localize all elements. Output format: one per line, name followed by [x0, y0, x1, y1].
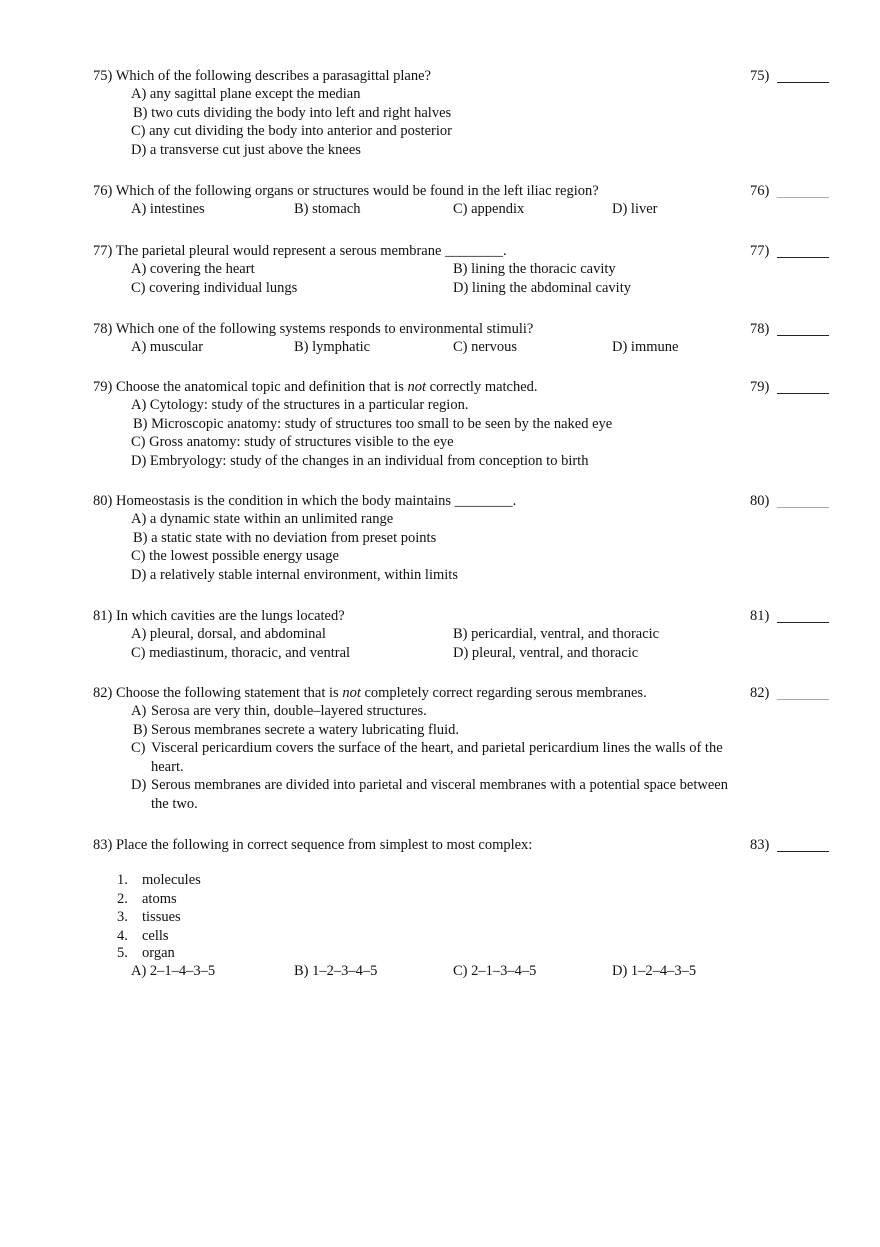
option-a[interactable]: [93, 702, 751, 721]
option-d[interactable]: D) immune: [612, 339, 679, 355]
option-text: Serous membranes secrete a watery lubricating fluid.: [151, 721, 460, 738]
answer-blank[interactable]: [777, 622, 829, 623]
option-b[interactable]: B) a static state with no deviation from preset points: [133, 529, 437, 546]
question-77: [93, 242, 833, 297]
list-item: [117, 871, 833, 890]
list-text: atoms: [142, 890, 177, 907]
question-text: Which of the following organs or structures would be found in the left iliac region?: [115, 183, 599, 199]
answer-number: 82): [750, 685, 770, 701]
question-number: 79): [93, 379, 113, 395]
answer-blank[interactable]: [777, 393, 829, 394]
option-text: Serous membranes are divided into parietal and visceral membranes with a potential space between the two.: [151, 777, 728, 812]
question-stem: [93, 67, 833, 85]
question-stem: [93, 242, 833, 260]
option-b[interactable]: B) lining the thoracic cavity: [453, 261, 616, 277]
option-d[interactable]: D) a relatively stable internal environment, within limits: [131, 566, 458, 583]
answer-blank[interactable]: [777, 699, 829, 700]
option-b[interactable]: B) pericardial, ventral, and thoracic: [453, 626, 660, 642]
question-text: Choose the following statement that is: [115, 685, 343, 701]
option-a[interactable]: A) intestines: [131, 201, 205, 217]
question-stem: [93, 378, 833, 396]
question-text: Homeostasis is the condition in which the body maintains ________.: [115, 493, 517, 509]
question-text: In which cavities are the lungs located?: [115, 608, 345, 624]
option-c[interactable]: C) covering individual lungs: [131, 279, 298, 296]
question-text: correctly matched.: [426, 379, 538, 395]
option-b[interactable]: B) 1–2–3–4–5: [294, 963, 378, 979]
option-c[interactable]: C) the lowest possible energy usage: [131, 548, 339, 564]
question-number: 81): [93, 608, 113, 624]
answer-number: 78): [750, 321, 770, 337]
question-emphasis: not: [342, 685, 361, 701]
option-c[interactable]: C) mediastinum, thoracic, and ventral: [131, 644, 351, 661]
question-76: [93, 182, 833, 219]
question-text: The parietal pleural would represent a serous membrane ________.: [115, 243, 507, 259]
question-80: [93, 492, 833, 584]
question-number: 76): [93, 183, 113, 199]
answer-number: 83): [750, 837, 770, 853]
question-83: [93, 836, 833, 981]
options-row: [93, 625, 833, 644]
sequence-list: [93, 871, 833, 962]
option-c[interactable]: C) Gross anatomy: study of structures visible to the eye: [131, 434, 454, 450]
list-number: 3.: [117, 909, 128, 925]
option-c[interactable]: C) any cut dividing the body into anterior and posterior: [131, 123, 452, 139]
option-a[interactable]: A) muscular: [131, 339, 204, 355]
question-stem: [93, 320, 833, 338]
question-81: [93, 607, 833, 662]
question-75: [93, 67, 833, 159]
option-a[interactable]: A) any sagittal plane except the median: [131, 86, 361, 102]
question-text: Place the following in correct sequence from simplest to most complex:: [115, 837, 533, 853]
option-text: Serosa are very thin, double–layered structures.: [151, 703, 427, 719]
option-c[interactable]: C) nervous: [453, 339, 518, 355]
question-text: Choose the anatomical topic and definition that is: [115, 379, 408, 395]
list-item: [117, 908, 833, 927]
list-number: 1.: [117, 872, 128, 888]
options-row: [93, 279, 833, 298]
option-a[interactable]: A) 2–1–4–3–5: [131, 963, 216, 979]
answer-blank[interactable]: [777, 197, 829, 198]
list-item: [117, 927, 833, 946]
list-text: organ: [142, 945, 175, 961]
question-stem: [93, 684, 833, 702]
answer-number: 76): [750, 183, 770, 199]
option-c[interactable]: C) appendix: [453, 201, 525, 217]
answer-blank[interactable]: [777, 82, 829, 83]
question-stem: [93, 607, 833, 625]
question-stem: [93, 182, 833, 200]
question-number: 83): [93, 837, 113, 853]
option-c[interactable]: [93, 739, 731, 776]
answer-number: 81): [750, 608, 770, 624]
question-79: [93, 378, 833, 470]
option-a[interactable]: A) Cytology: study of the structures in a particular region.: [131, 397, 469, 413]
options-row: [93, 200, 833, 219]
option-text: Visceral pericardium covers the surface of the heart, and parietal pericardium lines the walls of the heart.: [151, 740, 723, 775]
options-row: [93, 962, 833, 981]
option-b[interactable]: B) Microscopic anatomy: study of structures too small to be seen by the naked eye: [133, 415, 613, 432]
option-c[interactable]: C) 2–1–3–4–5: [453, 963, 537, 979]
list-number: 5.: [117, 945, 128, 961]
question-stem: [93, 836, 833, 854]
question-text: Which of the following describes a parasagittal plane?: [115, 68, 431, 84]
option-a[interactable]: A) a dynamic state within an unlimited range: [131, 511, 394, 527]
question-number: 80): [93, 493, 113, 509]
answer-blank[interactable]: [777, 335, 829, 336]
option-d[interactable]: D) Embryology: study of the changes in an individual from conception to birth: [131, 452, 589, 469]
option-b[interactable]: B) lymphatic: [294, 339, 371, 355]
list-number: 4.: [117, 927, 128, 944]
question-number: 75): [93, 68, 113, 84]
question-number: 77): [93, 243, 113, 259]
option-d[interactable]: D) liver: [612, 201, 658, 217]
option-a[interactable]: A) pleural, dorsal, and abdominal: [131, 626, 326, 642]
options-row: [93, 260, 833, 279]
option-d[interactable]: D) lining the abdominal cavity: [453, 279, 631, 296]
answer-blank[interactable]: [777, 257, 829, 258]
option-a[interactable]: A) covering the heart: [131, 261, 255, 277]
list-text: molecules: [142, 872, 201, 888]
list-number: 2.: [117, 890, 128, 907]
option-label: C): [131, 740, 146, 756]
option-b[interactable]: B) two cuts dividing the body into left and right halves: [133, 104, 452, 121]
answer-blank[interactable]: [777, 507, 829, 508]
question-number: 78): [93, 321, 113, 337]
option-d[interactable]: [93, 776, 731, 813]
options-row: [93, 338, 833, 357]
list-text: cells: [142, 927, 169, 944]
option-b[interactable]: [93, 721, 751, 740]
list-item: [117, 945, 833, 962]
answer-number: 79): [750, 379, 770, 395]
question-text: Which one of the following systems responds to environmental stimuli?: [115, 321, 534, 337]
answer-blank[interactable]: [777, 851, 829, 852]
option-d[interactable]: D) 1–2–4–3–5: [612, 963, 697, 979]
list-item: [117, 890, 833, 909]
list-text: tissues: [142, 909, 181, 925]
question-78: [93, 320, 833, 357]
answer-number: 80): [750, 493, 770, 509]
option-d[interactable]: D) a transverse cut just above the knees: [131, 141, 361, 158]
question-82: [93, 684, 833, 813]
question-number: 82): [93, 685, 113, 701]
question-emphasis: not: [407, 379, 427, 395]
option-label: D): [131, 777, 147, 793]
question-text: completely correct regarding serous membranes.: [360, 685, 647, 701]
answer-number: 77): [750, 243, 770, 259]
option-label: B): [133, 721, 148, 738]
option-label: A): [131, 703, 147, 719]
options-row: [93, 644, 833, 663]
option-b[interactable]: B) stomach: [294, 201, 361, 217]
question-stem: [93, 492, 833, 510]
answer-number: 75): [750, 68, 770, 84]
option-d[interactable]: D) pleural, ventral, and thoracic: [453, 644, 639, 661]
